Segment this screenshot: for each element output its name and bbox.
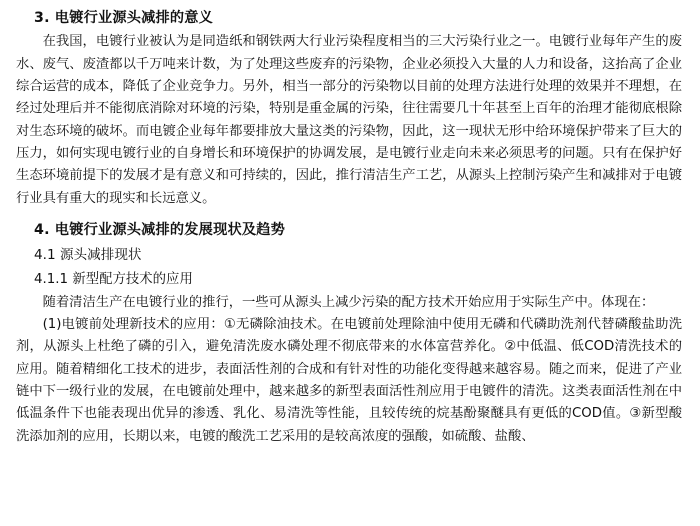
- section-4-1-1-item-paragraph: (1)电镀前处理新技术的应用：①无磷除油技术。在电镀前处理除油中使用无磷和代磷助洗剂代替磷酸盐助洗剂，从源头上杜绝了磷的引入，避免清洗废水磷处理不彻底带来的水体富营养化。②中低温、低COD清洗技术的应用。随着精细化工技术的进步，表面活性剂的合成和有针对性的功能化变得越来越容易。随之而来，促进了产业链中下一级行业的发展，在电镀前处理中，越来越多的新型表面活性剂应用于电镀件的清洗。这类表面活性剂在中低温条件下也能表现出优异的渗透、乳化、易清洗等性能，且较传统的烷基酚聚醚具有更低的COD值。③新型酸洗添加剂的应用，长期以来，电镀的酸洗工艺采用的是较高浓度的强酸，如硫酸、盐酸、: [16, 317, 682, 444]
- section-4-1-1-intro-paragraph: 随着清洁生产在电镀行业的推行，一些可从源头上减少污染的配方技术开始应用于实际生产中。体现在：: [42, 294, 655, 310]
- spacer: [16, 210, 682, 214]
- section-4-1-1-heading: 4.1.1 新型配方技术的应用: [34, 271, 193, 287]
- section-3-paragraph: 在我国，电镀行业被认为是同造纸和钢铁两大行业污染程度相当的三大污染行业之一。电镀行业每年产生的废水、废气、废渣都以千万吨来计数，为了处理这些废弃的污染物，企业必须投入大量的人力和设备，这抬高了企业综合运营的成本，降低了企业竞争力。另外，相当一部分的污染物以目前的处理方法进行处理的效果并不理想，在经过处理后并不能彻底消除对环境的污染，特别是重金属的污染，往往需要几十年甚至上百年的治理才能彻底根除对生态环境的破坏。而电镀企业每年都要排放大量这类的污染物，因此，这一现状无形中给环境保护带来了巨大的压力，如何实现电镀行业的自身增长和环境保护的协调发展，是电镀行业走向未来必须思考的问题。只有在保护好生态环境前提下的发展才是有意义和可持续的，因此，推行清洁生产工艺，从源头上控制污染产生和减排对于电镀行业具有重大的现实和长远意义。: [16, 34, 682, 206]
- section-4-heading: 4. 电镀行业源头减排的发展现状及趋势: [34, 221, 286, 238]
- section-4-1-heading: 4.1 源头减排现状: [34, 247, 142, 264]
- section-3-heading: 3. 电镀行业源头减排的意义: [34, 10, 214, 26]
